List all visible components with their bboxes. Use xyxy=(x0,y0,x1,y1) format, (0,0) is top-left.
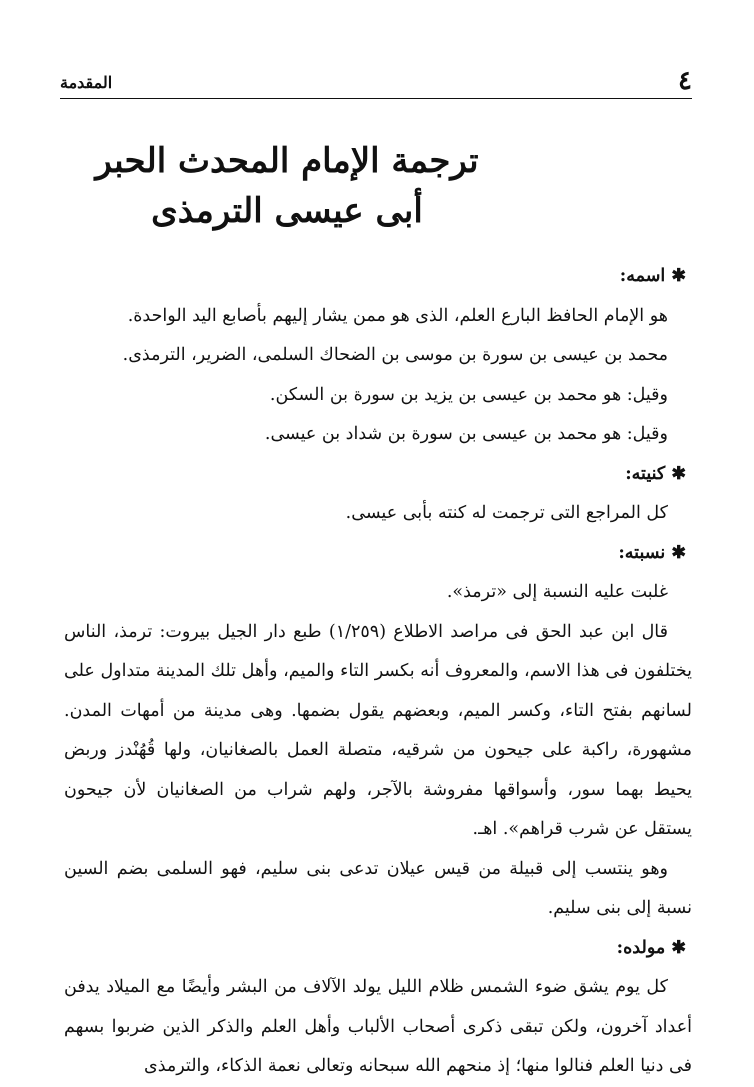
section-heading: ✱ نسبته: xyxy=(618,542,686,563)
chapter-title xyxy=(60,136,514,236)
running-header-section: المقدمة xyxy=(60,73,113,92)
page-number: ٤ xyxy=(678,66,692,96)
paragraph: هو الإمام الحافظ البارع العلم، الذى هو ممن يشار إليهم بأصابع اليد الواحدة. xyxy=(127,305,668,326)
body-text xyxy=(64,257,692,1087)
section-heading: ✱ اسمه: xyxy=(619,266,686,286)
paragraph: وقيل: هو محمد بن عيسى بن سورة بن شداد بن عيسى. xyxy=(264,424,668,444)
paragraph: غلبت عليه النسبة إلى «ترمذ». xyxy=(446,582,668,602)
paragraph: وهو ينتسب إلى قبيلة من قيس عيلان تدعى بنى سليم، فهو السلمى بضم السين نسبة إلى بنى سليم. xyxy=(64,858,692,918)
section-heading: ✱ مولده: xyxy=(616,937,686,958)
paragraph: وقيل: هو محمد بن عيسى بن يزيد بن سورة بن السكن. xyxy=(269,384,668,405)
paragraph: كل المراجع التى ترجمت له كنته بأبى عيسى. xyxy=(345,503,668,523)
chapter-title-line-2: أبى عيسى الترمذى xyxy=(151,191,423,231)
paragraph: محمد بن عيسى بن سورة بن موسى بن الضحاك السلمى، الضرير، الترمذى. xyxy=(122,345,668,365)
section-heading: ✱ كنيته: xyxy=(625,463,686,484)
paragraph: كل يوم يشق ضوء الشمس ظلام الليل يولد الآلاف من البشر وأيضًا مع الميلاد يدفن أعداد آخرون، ولكن تبقى ذكرى أصحاب الألباب وأهل العلم والذكر الذين ضربوا بسهم فى دنيا العلم فنالوا منها؛ إذ منحهم الله سبحانه وتعالى نعمة الذكاء، والترمذى xyxy=(64,977,692,1076)
paragraph: قال ابن عبد الحق فى مراصد الاطلاع (١/٢٥٩) طبع دار الجيل بيروت: ترمذ، الناس يختلفون فى هذا الاسم، والمعروف أنه بكسر التاء والميم، وأهل تلك المدينة متداول على لسانهم بفتح التاء، وكسر الميم، وبعضهم يقول بضمها. وهى مدينة من أمهات المدن. مشهورة، راكبة على جيحون من شرقيه، متصلة العمل بالصغانيان، ولها قُهُنْدز وربض يحيط بهما سور، وأسواقها مفروشة بالآجر، ولهم شراب من الصغانيان لأن جيحون يستقل عن شرب قراهم». اهـ. xyxy=(64,621,692,839)
chapter-title-line-1: ترجمة الإمام المحدث الحبر xyxy=(95,141,479,181)
running-header xyxy=(60,68,692,99)
